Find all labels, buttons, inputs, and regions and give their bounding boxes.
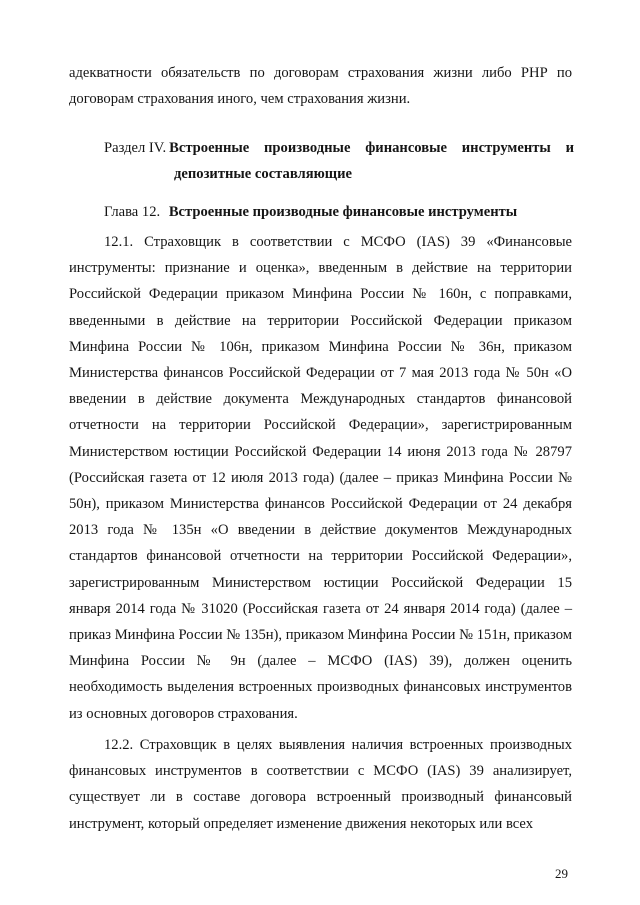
- section-prefix: Раздел IV.: [104, 140, 167, 156]
- page-number: 29: [555, 866, 568, 881]
- section-title-line1: Встроенные производные финансовые инструменты и: [169, 140, 574, 156]
- section-heading: [104, 135, 574, 187]
- chapter-heading: [104, 199, 517, 225]
- paragraph-continuation: адекватности обязательств по договорам страхования жизни либо РНР по договорам страхования иного, чем страхования жизни.: [69, 65, 572, 108]
- paragraph-12-2: 12.2. Страховщик в целях выявления наличия встроенных производных финансовых инструментов в соответствии с МСФО (IAS) 39 анализирует, существует ли в составе договора встроенный производный финансовый инструмент, который определяет изменение движения некоторых или всех: [69, 737, 572, 832]
- paragraph-12-1: 12.1. Страховщик в соответствии с МСФО (IAS) 39 «Финансовые инструменты: признание и оценка», введенным в действие на территории Российской Федерации приказом Минфина России № 160н, с поправками, введенными в действие на территории Российской Федерации приказом Минфина России № 106н, приказом Минфина России № 36н, приказом Министерства финансов Российской Федерации от 7 мая 2013 года № 50н «О введении в действие документа Международных стандартов финансовой отчетности на территории Российской Федерации», зарегистрированным Министерством юстиции Российской Федерации 14 июня 2013 года № 28797 (Российская газета от 12 июля 2013 года) (далее – приказ Минфина России № 50н), приказом Министерства финансов Российской Федерации от 24 декабря 2013 года № 135н «О введении в действие документов Международных стандартов финансовой отчетности на территории Российской Федерации», зарегистрированным Министерством юстиции Российской Федерации 15 января 2014 года № 31020 (Российская газета от 24 января 2014 года) (далее – приказ Минфина России № 135н), приказом Минфина России № 151н, приказом Минфина России № 9н (далее – МСФО (IAS) 39), должен оценить необходимость выделения встроенных производных финансовых инструментов из основных договоров страхования.: [69, 234, 572, 722]
- section-title-line2: депозитные составляющие: [174, 166, 352, 183]
- chapter-title: Встроенные производные финансовые инструменты: [168, 204, 518, 220]
- chapter-prefix: Глава 12.: [104, 204, 161, 220]
